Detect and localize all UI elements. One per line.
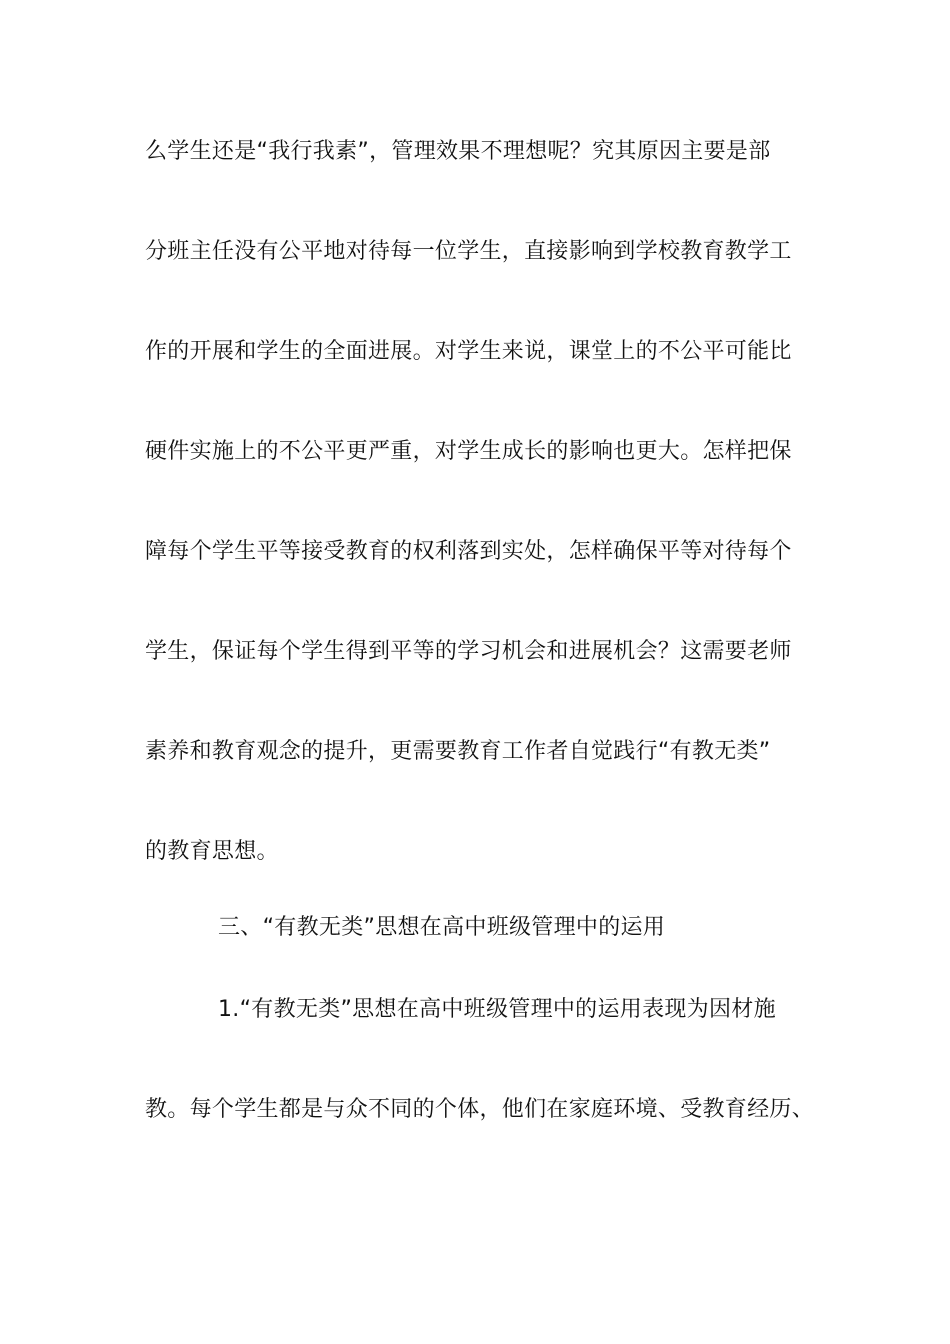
section-heading: 三、“有教无类”思想在高中班级管理中的运用 — [218, 915, 666, 940]
paragraph-line: 分班主任没有公平地对待每一位学生，直接影响到学校教育教学工 — [145, 239, 792, 264]
paragraph-line: 么学生还是“我行我素”，管理效果不理想呢？究其原因主要是部 — [145, 139, 771, 164]
paragraph-line: 素养和教育观念的提升，更需要教育工作者自觉践行“有教无类” — [145, 739, 771, 764]
paragraph-line: 作的开展和学生的全面进展。对学生来说，课堂上的不公平可能比 — [145, 339, 792, 364]
paragraph-line: 教。每个学生都是与众不同的个体，他们在家庭环境、受教育经历、 — [145, 1097, 815, 1122]
paragraph-line: 障每个学生平等接受教育的权利落到实处，怎样确保平等对待每个 — [145, 539, 792, 564]
paragraph-line: 硬件实施上的不公平更严重，对学生成长的影响也更大。怎样把保 — [145, 439, 792, 464]
paragraph-line: 学生，保证每个学生得到平等的学习机会和进展机会？这需要老师 — [145, 639, 792, 664]
paragraph-line: 1.“有教无类”思想在高中班级管理中的运用表现为因材施 — [218, 997, 776, 1022]
paragraph-line: 的教育思想。 — [145, 839, 279, 864]
